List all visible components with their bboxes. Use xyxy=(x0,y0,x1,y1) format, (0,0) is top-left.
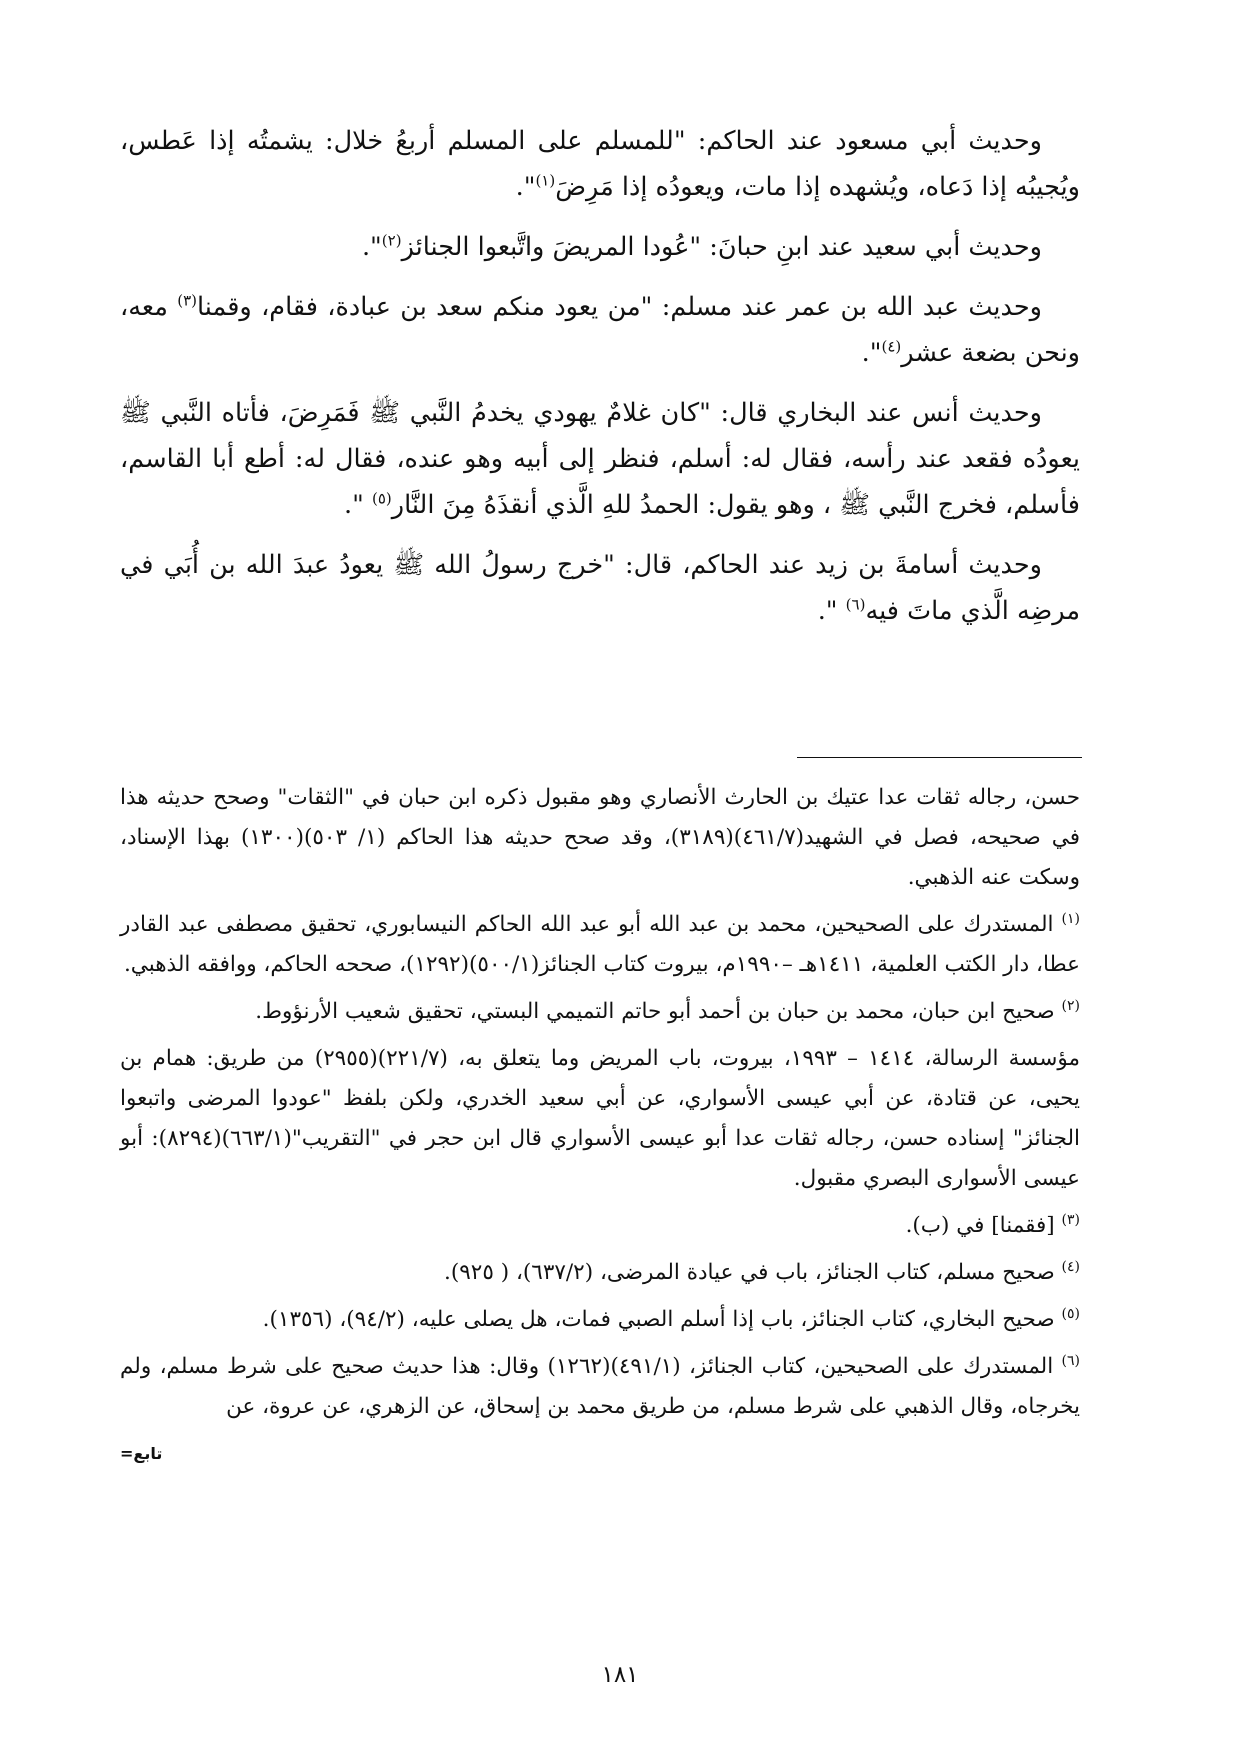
footnote-ref-5[interactable]: (٥) xyxy=(371,489,392,508)
footnote-ref-6[interactable]: (٦) xyxy=(845,595,866,614)
paragraph-ibn-umar: وحديث عبد الله بن عمر عند مسلم: "من يعود منكم سعد بن عبادة، فقام، وقمنا$^{(٣)}$ معه، ونحن بضعة عشر$^{(٤)}$". xyxy=(120,291,1080,368)
footnote-1: $^{(١)}$ المستدرك على الصحيحين، محمد بن عبد الله أبو عبد الله الحاكم النيسابوري، تحقيق مصطفى عبد القادر عطا، دار الكتب العلمية، ١٤١١هـ –١٩٩٠م، بيروت كتاب الجنائز(٥٠٠/١)(١٢٩٢)، صححه الحاكم، ووافقه الذهبي. xyxy=(120,910,1080,977)
footnote-mark-5: (٥) xyxy=(1061,1305,1080,1322)
page-number: ١٨١ xyxy=(601,1662,639,1688)
footnote-separator xyxy=(797,757,1082,758)
footnote-5: $^{(٥)}$ صحيح البخاري، كتاب الجنائز، باب إذا أسلم الصبي فمات، هل يصلى عليه، (٩٤/٢)، (١٣٥٦). xyxy=(262,1305,1080,1332)
footnote-mark-3: (٣) xyxy=(1061,1211,1080,1228)
paragraph-usama: وحديث أسامةَ بن زيد عند الحاكم، قال: "خرج رسولُ الله ﷺ يعودُ عبدَ الله بن أُبَي في مرضِه الَّذي ماتَ فيه$^{(٦)}$ ". xyxy=(120,550,1080,626)
footnote-ref-4[interactable]: (٤) xyxy=(881,337,902,356)
footnotes xyxy=(120,778,1080,1481)
paragraph-abu-masud: وحديث أبي مسعود عند الحاكم: "للمسلم على المسلم أربعُ خلال: يشمتُه إذا عَطس، ويُجيبُه إذا دَعاه، ويُشهده إذا مات، ويعودُه إذا مَرِضَ$^{(١)}$". xyxy=(120,126,1080,202)
footnote-2-continuation: مؤسسة الرسالة، ١٤١٤ – ١٩٩٣، بيروت، باب المريض وما يتعلق به، (٢٢١/٧)(٢٩٥٥) من طريق: همام بن يحيى، عن قتادة، عن أبي عيسى الأسواري، عن أبي سعيد الخدري، ولكن بلفظ "عودوا المرضى واتبعوا الجنائز" إسناده حسن، رجاله ثقات عدا أبو عيسى الأسواري قال ابن حجر في "التقريب"(٦٦٣/١)(٨٢٩٤): أبو عيسى الأسوارى البصري مقبول. xyxy=(120,1046,1080,1191)
paragraph-anas: وحديث أنس عند البخاري قال: "كان غلامٌ يهودي يخدمُ النَّبي ﷺ فَمَرِضَ، فأتاه النَّبي ﷺ يعودُه فقعد عند رأسه، فقال له: أسلم، فنظر إلى أبيه وهو عنده، فقال له: أطع أبا القاسم، فأسلم، فخرج النَّبي ﷺ ، وهو يقول: الحمدُ للهِ الَّذي أنقذَهُ مِنَ النَّار$^{(٥)}$ ". xyxy=(120,398,1080,520)
footnote-4: $^{(٤)}$ صحيح مسلم، كتاب الجنائز، باب في عيادة المرضى، (٦٣٧/٢)، ( ٩٢٥). xyxy=(444,1258,1080,1285)
footnote-mark-2: (٢) xyxy=(1061,997,1080,1014)
paragraph-abu-said: وحديث أبي سعيد عند ابنِ حبانَ: "عُودا المريضَ واتَّبعوا الجنائز$^{(٢)}$". xyxy=(361,231,1042,262)
footnote-mark-4: (٤) xyxy=(1061,1258,1080,1275)
main-text xyxy=(120,118,1080,648)
footnote-3: $^{(٣)}$ [فقمنا] في (ب). xyxy=(905,1211,1080,1238)
footnote-mark-6: (٦) xyxy=(1061,1352,1081,1369)
footnote-mark-1: (١) xyxy=(1061,910,1080,927)
continued-marker: تابع= xyxy=(120,1444,163,1463)
footnote-2: $^{(٢)}$ صحيح ابن حبان، محمد بن حبان بن أحمد أبو حاتم التميمي البستي، تحقيق شعيب الأرنؤوط. xyxy=(255,997,1080,1024)
footnote-ref-1[interactable]: (١) xyxy=(535,171,556,190)
footnote-ref-3[interactable]: (٣) xyxy=(177,291,197,310)
footnote-6: $^{(٦)}$ المستدرك على الصحيحين، كتاب الجنائز، (٤٩١/١)(١٢٦٢) وقال: هذا حديث صحيح على شرط مسلم، ولم يخرجاه، وقال الذهبي على شرط مسلم، من طريق محمد بن إسحاق، عن الزهري، عن عروة، عن xyxy=(120,1352,1081,1419)
footnote-ref-2[interactable]: (٢) xyxy=(381,231,402,250)
footnote-continuation: حسن، رجاله ثقات عدا عتيك بن الحارث الأنصاري وهو مقبول ذكره ابن حبان في "الثقات" وصحح حديثه هذا في صحيحه، فصل في الشهيد(٤٦١/٧)(٣١٨٩)، وقد صحح حديثه هذا الحاكم (١/ ٥٠٣)(١٣٠٠) بهذا الإسناد، وسكت عنه الذهبي. xyxy=(120,785,1080,890)
